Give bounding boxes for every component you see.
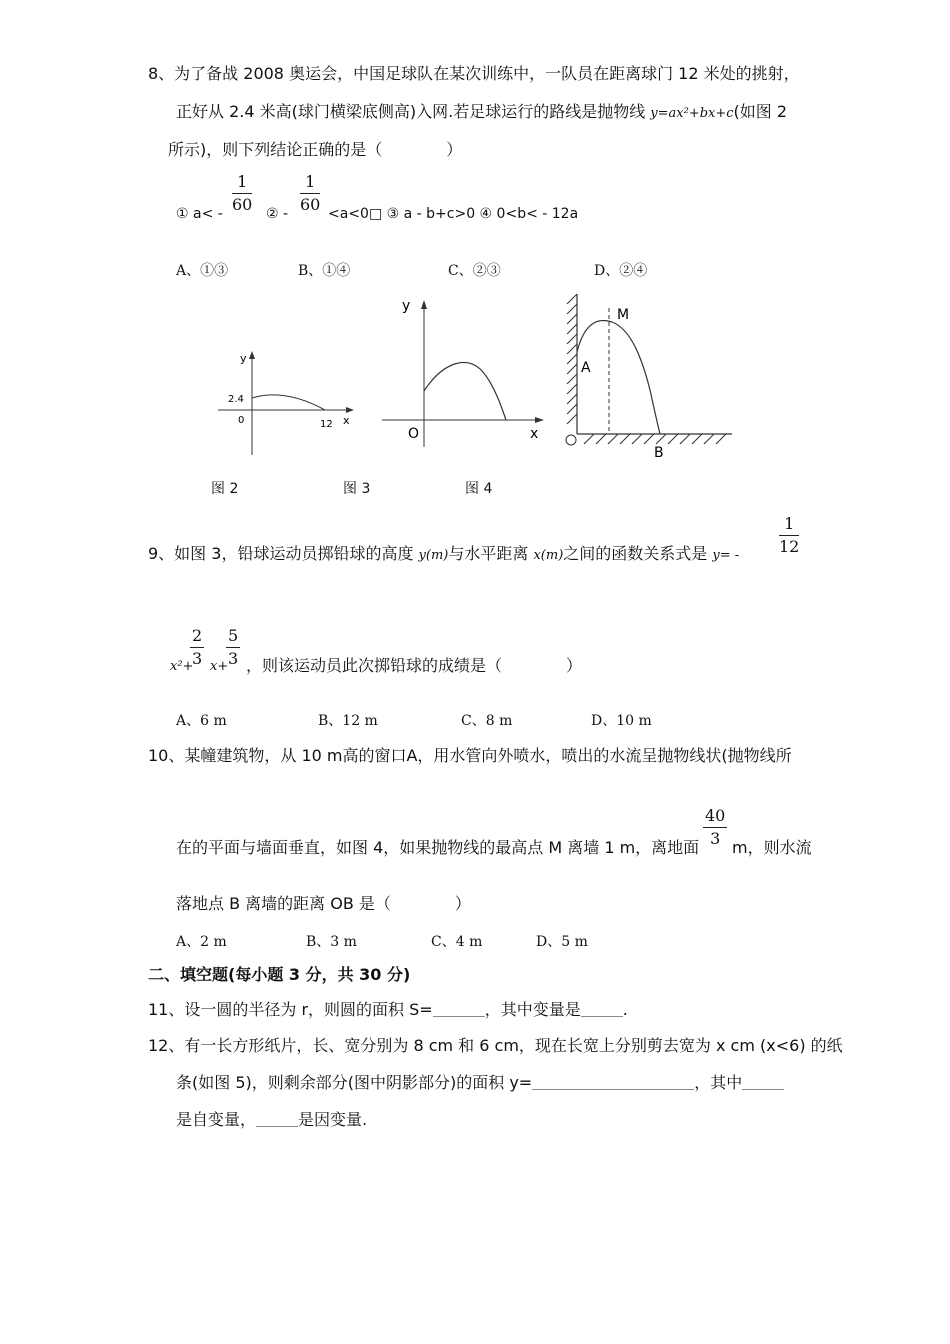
fig4-ground-hatch (584, 434, 726, 444)
q8-statement3: <a<0□ ③ a - b+c>0 ④ 0<b< - 12a (328, 206, 579, 222)
q9-option-b: B、12 m (318, 713, 378, 729)
q11-line (148, 1000, 628, 1020)
fig4-label-b: B (654, 445, 664, 461)
q9-option-a: A、6 m (176, 713, 227, 729)
q8-fraction1 (232, 172, 252, 215)
fig2-x-arrow (346, 407, 354, 413)
q8-frac2-num: 1 (300, 172, 320, 194)
q9-frac1-den: 12 (779, 537, 800, 556)
fig4-parabola (577, 320, 660, 434)
q12-text-b: ，其中 (694, 1073, 743, 1092)
q10-option-c: C、4 m (431, 934, 483, 950)
q9-eq: y= - (712, 548, 740, 563)
fig4-origin-circle (566, 435, 576, 445)
q8-option-b: B、①④ (298, 263, 351, 279)
q8-formula: y=ax²+bx+c (650, 106, 734, 121)
fig3-x-label: x (530, 426, 539, 442)
q12-line3 (176, 1110, 367, 1130)
q10-frac-den: 3 (710, 829, 721, 848)
q11-variable-blank[interactable] (581, 1002, 623, 1017)
q9-line2-tail: ，则该运动员此次掷铅球的成绩是（ ） (246, 656, 583, 675)
fig2-x-label: x (343, 414, 350, 427)
q9-x-var: x(m) (533, 548, 564, 563)
q11-text-b: ，其中变量是 (484, 1000, 581, 1019)
q8-line2-text: 正好从 2.4 米高(球门横梁底侧高)入网.若足球运行的路线是抛物线 (176, 102, 651, 121)
q12-dependent-blank[interactable] (256, 1112, 298, 1127)
q10-fraction (703, 806, 727, 849)
fig4-wall-hatch (567, 294, 577, 424)
fig3-x-arrow (535, 417, 544, 423)
fig2-parabola (252, 395, 325, 410)
q12-line1: 12、有一长方形纸片，长、宽分别为 8 cm 和 6 cm，现在长宽上分别剪去宽为 x cm (x<6) 的纸 (148, 1036, 843, 1055)
q9-y-var: y(m) (418, 548, 449, 563)
q9-text-c: 之间的函数关系式是 (563, 544, 713, 563)
q12-text-a: 条(如图 5)，则剩余部分(图中阴影部分)的面积 y= (176, 1073, 533, 1092)
q8-option-c: C、②③ (448, 263, 501, 279)
q8-line2 (176, 102, 787, 124)
q11-text-c: . (622, 1000, 628, 1019)
q8-fraction2 (300, 172, 320, 215)
q8-option-a: A、①③ (176, 263, 229, 279)
q8-line2-tail: (如图 2 (733, 102, 788, 121)
q9-option-c: C、8 m (461, 713, 513, 729)
fig4-label-m: M (617, 307, 630, 323)
q11-area-blank[interactable] (433, 1002, 485, 1017)
q9-frac2-num: 2 (190, 626, 204, 648)
figure-4 (560, 290, 740, 465)
q8-frac2-den: 60 (300, 195, 321, 214)
q8-frac1-den: 60 (232, 195, 253, 214)
figure-2 (210, 345, 360, 465)
q9-text-b: 与水平距离 (448, 544, 534, 563)
fig4-caption: 图 4 (465, 481, 493, 497)
q10-line2: 在的平面与墙面垂直，如图 4，如果抛物线的最高点 M 离墙 1 m，离地面 (176, 838, 700, 857)
q12-independent-blank[interactable] (742, 1075, 784, 1090)
fig3-parabola (424, 362, 506, 420)
q9-x-term: x+ (210, 659, 229, 674)
figure-3 (378, 292, 548, 452)
q9-x-squared: x²+ (170, 659, 194, 674)
q10-option-a: A、2 m (176, 934, 227, 950)
section2-title: 二、填空题(每小题 3 分，共 30 分) (148, 965, 411, 984)
q9-frac3-den: 3 (228, 649, 239, 668)
q8-line1: 8、为了备战 2008 奥运会，中国足球队在某次训练中，一队员在距离球门 12 米处的挑射， (148, 64, 800, 83)
q12-line2 (176, 1073, 784, 1093)
fig3-origin: O (408, 426, 420, 442)
q9-fraction2 (190, 626, 204, 669)
q10-line3: 落地点 B 离墙的距离 OB 是（ ） (176, 894, 471, 913)
q8-line3: 所示)，则下列结论正确的是（ ） (168, 140, 463, 159)
q8-option-d: D、②④ (594, 263, 648, 279)
fig2-origin: 0 (238, 415, 245, 426)
q9-frac1-num: 1 (779, 514, 799, 536)
q10-frac-num: 40 (703, 806, 727, 828)
fig2-y-label: y (240, 352, 247, 365)
fig3-y-arrow (421, 300, 427, 309)
fig2-x-value: 12 (320, 419, 333, 430)
fig2-y-arrow (249, 351, 255, 359)
q11-text-a: 11、设一圆的半径为 r，则圆的面积 S= (148, 1000, 433, 1019)
q8-statement1: ① a< - (176, 206, 223, 222)
q10-option-d: D、5 m (536, 934, 588, 950)
q9-frac3-num: 5 (226, 626, 240, 648)
fig2-caption: 图 2 (211, 481, 239, 497)
fig4-label-a: A (581, 360, 591, 376)
q10-line2-tail: m，则水流 (732, 838, 812, 857)
q9-fraction1 (779, 514, 799, 557)
q8-frac1-num: 1 (232, 172, 252, 194)
q10-option-b: B、3 m (306, 934, 357, 950)
q10-line1: 10、某幢建筑物，从 10 m高的窗口A，用水管向外喷水，喷出的水流呈抛物线状(抛物线所 (148, 746, 792, 765)
q12-text-d: 是因变量. (298, 1110, 368, 1129)
q8-statement2: ② - (266, 206, 289, 222)
q9-fraction3 (226, 626, 240, 669)
q9-line1 (148, 544, 739, 566)
q9-frac2-den: 3 (192, 649, 203, 668)
fig3-caption: 图 3 (343, 481, 371, 497)
q12-area-blank[interactable] (532, 1075, 694, 1090)
fig3-y-label: y (402, 298, 411, 314)
q9-text-a: 9、如图 3，铅球运动员掷铅球的高度 (148, 544, 419, 563)
q12-text-c: 是自变量， (176, 1110, 257, 1129)
q9-option-d: D、10 m (591, 713, 652, 729)
fig2-y-value: 2.4 (228, 394, 244, 405)
